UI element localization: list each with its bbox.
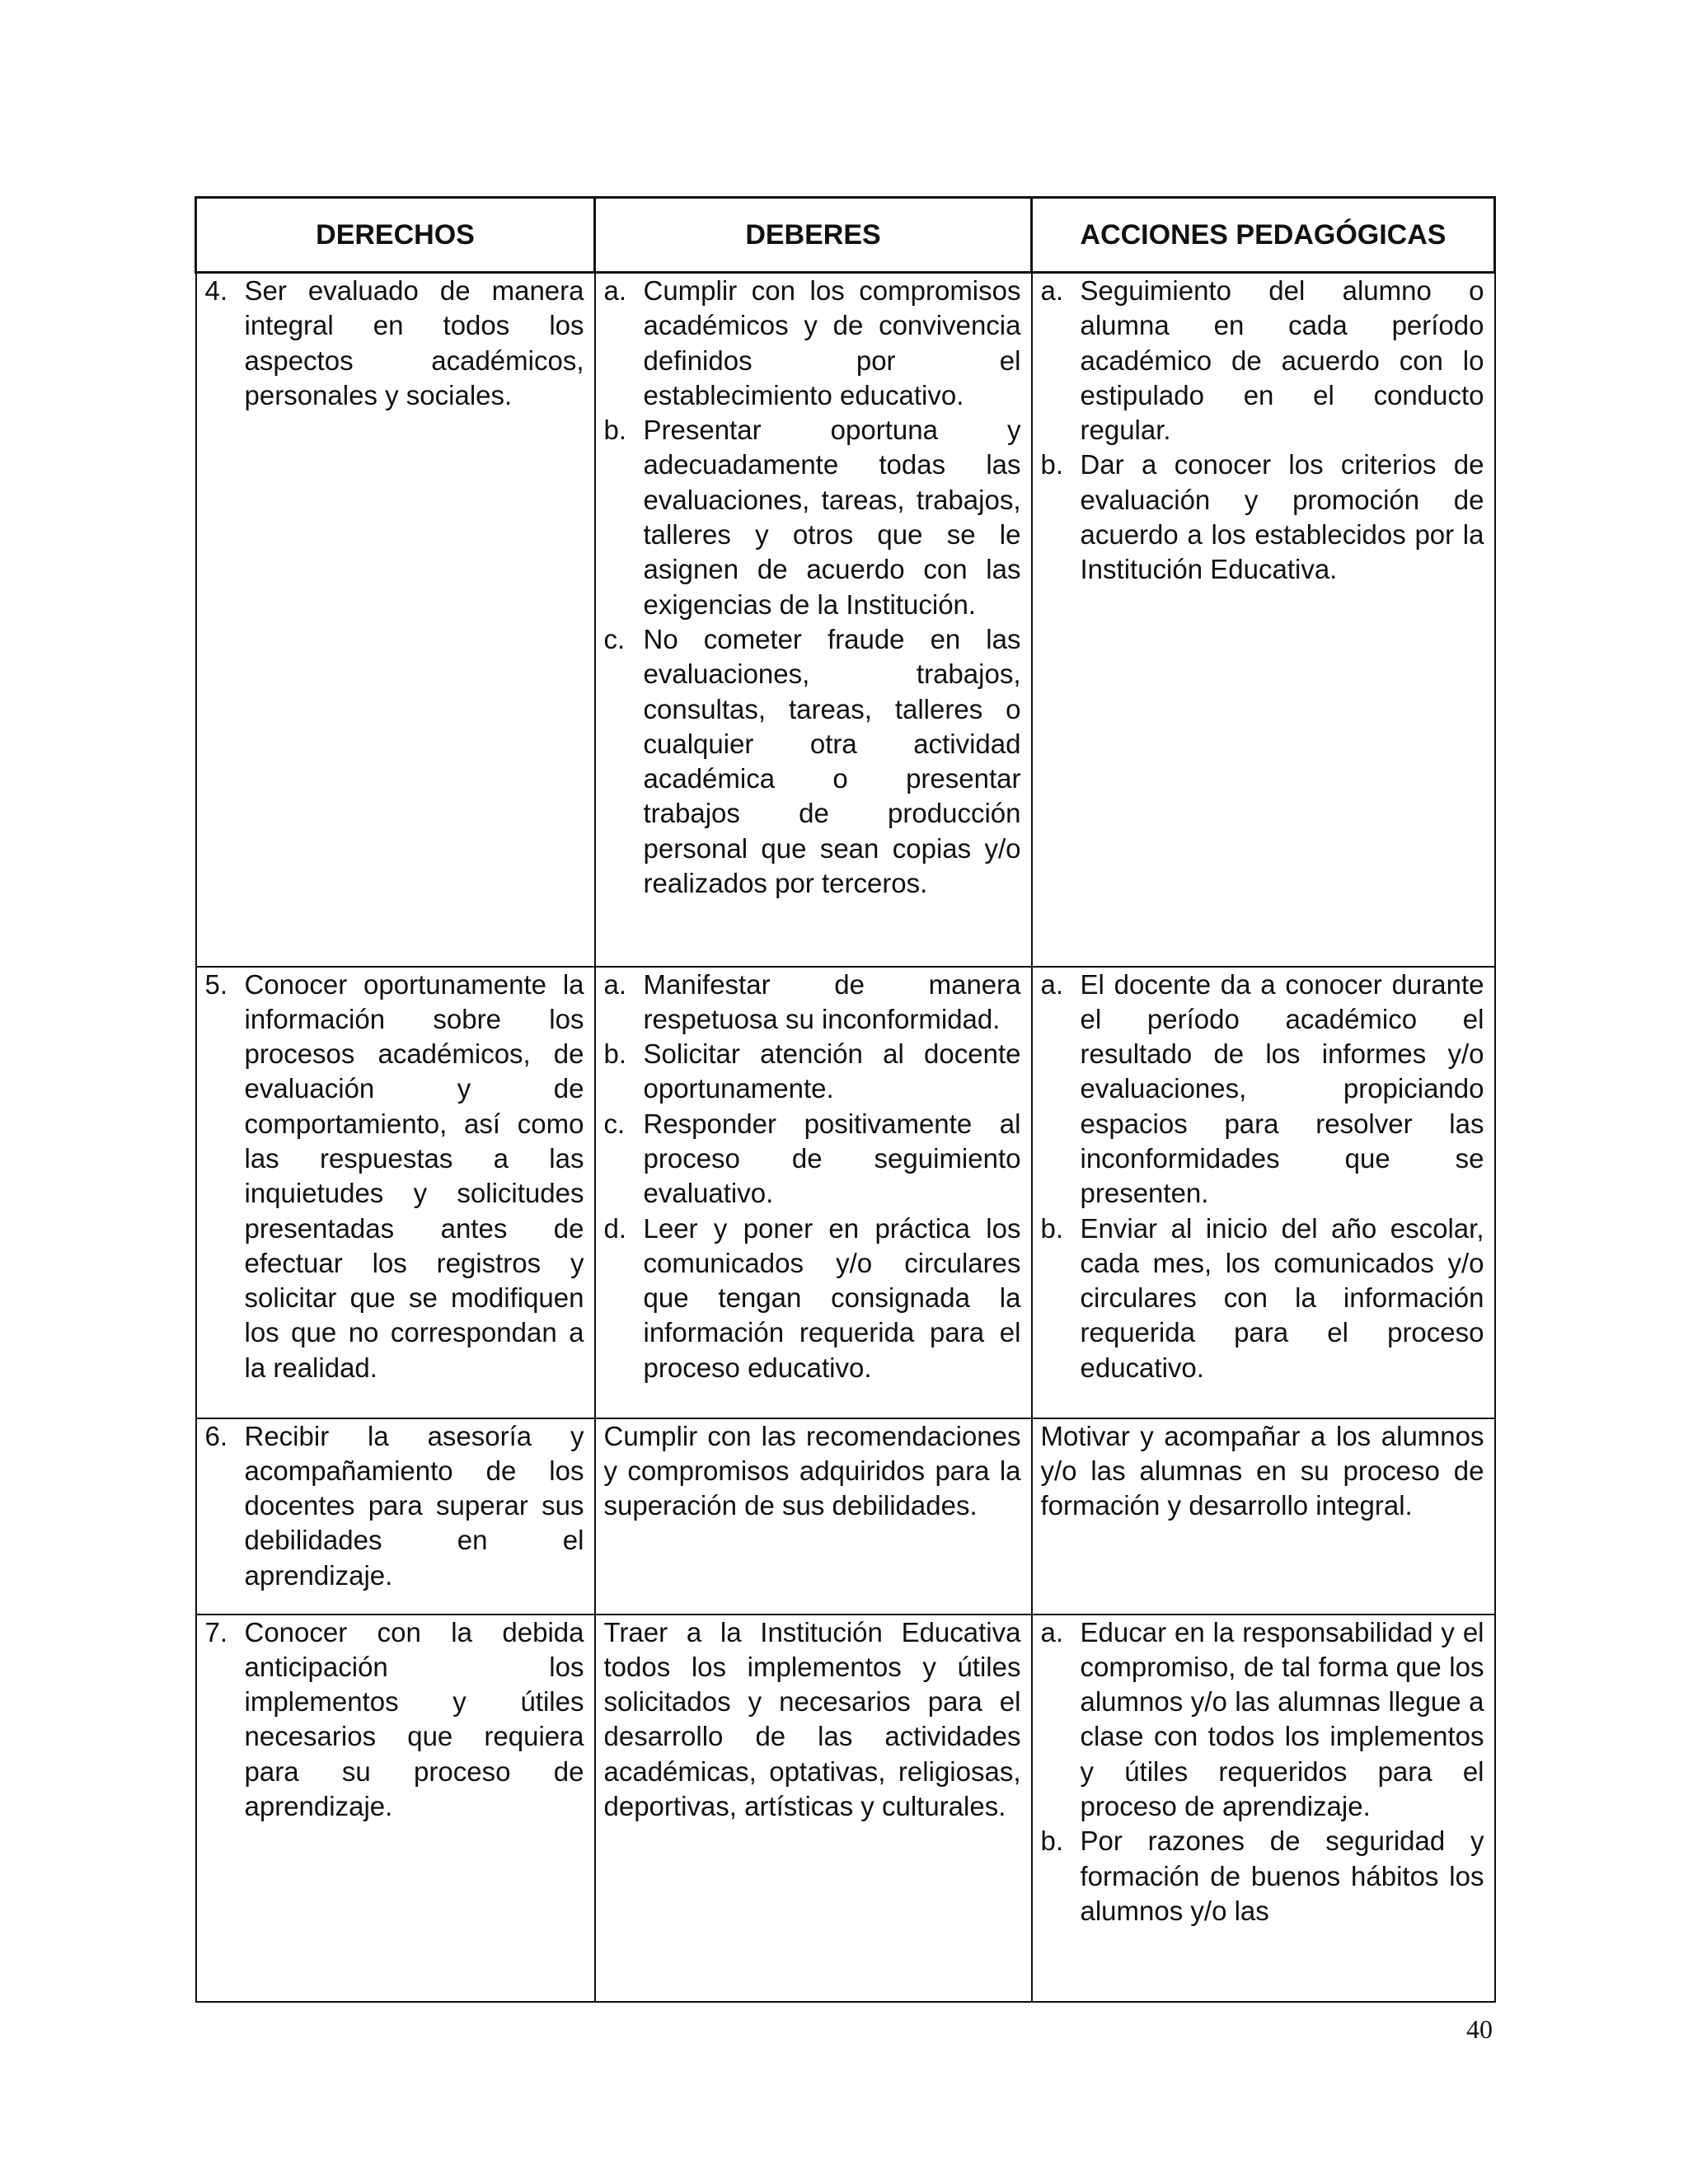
list-item xyxy=(604,1107,1021,1212)
item-marker: b. xyxy=(1040,1825,1064,1857)
list-item xyxy=(604,1212,1021,1385)
item-text: Enviar al inicio del año escolar, cada mes, los comunicados y/o circulares con la información requerida para el proceso educativo. xyxy=(1080,1212,1484,1383)
item-text: Recibir la asesoría y acompañamiento de los docentes para superar sus debilidades en el aprendizaje. xyxy=(244,1420,584,1591)
list-item xyxy=(604,622,1021,901)
header-deberes: DEBERES xyxy=(595,198,1032,273)
acciones-cell xyxy=(1032,967,1495,1418)
item-text: Por razones de seguridad y formación de buenos hábitos los alumnos y/o las xyxy=(1080,1825,1484,1926)
list-item xyxy=(205,1419,584,1593)
header-row xyxy=(196,198,1495,273)
list-item xyxy=(604,413,1021,622)
header-acciones: ACCIONES PEDAGÓGICAS xyxy=(1032,198,1495,273)
deberes-cell xyxy=(595,967,1032,1418)
item-text: Manifestar de manera respetuosa su inconformidad. xyxy=(643,968,1021,1034)
list-item xyxy=(1041,968,1484,1212)
item-marker: a. xyxy=(1040,1616,1064,1647)
item-text: Seguimiento del alumno o alumna en cada período académico de acuerdo con lo estipulado en el conducto regular. xyxy=(1080,275,1484,446)
deberes-cell xyxy=(595,273,1032,967)
cell-text: Traer a la Institución Educativa todos los implementos y útiles solicitados y necesarios para el desarrollo de las actividades académicas, optativas, religiosas, deportivas, artísticas y culturales. xyxy=(603,1616,1021,1821)
list-item xyxy=(1041,1212,1484,1385)
derecho-cell xyxy=(196,1615,595,2002)
list-item xyxy=(1041,1615,1484,1825)
item-marker: b. xyxy=(1040,1212,1064,1244)
table-row xyxy=(196,1418,1495,1615)
item-text: Ser evaluado de manera integral en todos los aspectos académicos, personales y sociales. xyxy=(244,275,584,410)
acciones-cell xyxy=(1032,1615,1495,2002)
table-row xyxy=(196,967,1495,1418)
item-marker: b. xyxy=(1040,449,1064,480)
item-text: Leer y poner en práctica los comunicados y/o circulares que tengan consignada la información requerida para el proceso educativo. xyxy=(643,1212,1021,1383)
item-marker: b. xyxy=(603,415,627,446)
derecho-cell xyxy=(196,1418,595,1615)
table-row xyxy=(196,273,1495,967)
item-number: 4. xyxy=(204,275,228,306)
deberes-cell xyxy=(595,1615,1032,2002)
list-item xyxy=(205,968,584,1386)
cell-text: Motivar y acompañar a los alumnos y/o las alumnas en su proceso de formación y desarrollo integral. xyxy=(1040,1420,1484,1521)
acciones-cell xyxy=(1032,273,1495,967)
item-text: El docente da a conocer durante el período académico el resultado de los informes y/o evaluaciones, propiciando espacios para resolver las inconformidades que se presenten. xyxy=(1080,968,1484,1209)
page-number: 40 xyxy=(1466,2014,1493,2044)
item-text: Solicitar atención al docente oportunamente. xyxy=(643,1038,1021,1104)
item-marker: a. xyxy=(1040,968,1064,1000)
derecho-cell xyxy=(196,967,595,1418)
deberes-cell xyxy=(595,1418,1032,1615)
item-marker: a. xyxy=(603,275,627,306)
item-marker: a. xyxy=(603,968,627,1000)
item-text: No cometer fraude en las evaluaciones, trabajos, consultas, tareas, talleres o cualquier otra actividad académica o presentar trabajos de producción personal que sean copias y/o realizados por terceros. xyxy=(643,623,1021,899)
item-number: 6. xyxy=(204,1420,228,1451)
item-text: Cumplir con los compromisos académicos y de convivencia definidos por el establecimiento educativo. xyxy=(643,275,1021,410)
list-item xyxy=(1041,448,1484,587)
header-derechos: DERECHOS xyxy=(196,198,595,273)
list-item xyxy=(205,1615,584,1825)
item-number: 5. xyxy=(204,968,228,1000)
item-text: Dar a conocer los criterios de evaluación y promoción de acuerdo a los establecidos por la Institución Educativa. xyxy=(1080,449,1484,585)
item-text: Responder positivamente al proceso de seguimiento evaluativo. xyxy=(643,1108,1021,1209)
item-number: 7. xyxy=(204,1616,228,1647)
table-row xyxy=(196,1615,1495,2002)
item-marker: c. xyxy=(603,623,626,654)
item-text: Presentar oportuna y adecuadamente todas las evaluaciones, tareas, trabajos, talleres y otros que se le asignen de acuerdo con las exigencias de la Institución. xyxy=(643,415,1021,620)
item-marker: d. xyxy=(603,1212,627,1244)
list-item xyxy=(604,274,1021,413)
rights-duties-table xyxy=(195,196,1496,2003)
cell-text: Cumplir con las recomendaciones y compromisos adquiridos para la superación de sus debilidades. xyxy=(603,1420,1021,1521)
acciones-cell xyxy=(1032,1418,1495,1615)
item-text: Conocer con la debida anticipación los implementos y útiles necesarios que requiera para su proceso de aprendizaje. xyxy=(244,1616,584,1821)
item-text: Conocer oportunamente la información sobre los procesos académicos, de evaluación y de comportamiento, así como las respuestas a las inquietudes y solicitudes presentadas antes de efectuar los registros y solicitar que se modifiquen los que no correspondan a la realidad. xyxy=(244,968,584,1383)
list-item xyxy=(1041,1824,1484,1929)
item-marker: c. xyxy=(603,1108,626,1139)
item-marker: a. xyxy=(1040,275,1064,306)
list-item xyxy=(604,1037,1021,1107)
derecho-cell xyxy=(196,273,595,967)
item-text: Educar en la responsabilidad y el compromiso, de tal forma que los alumnos y/o las alumnas llegue a clase con todos los implementos y útiles requeridos para el proceso de aprendizaje. xyxy=(1080,1616,1484,1821)
item-marker: b. xyxy=(603,1038,627,1070)
list-item xyxy=(205,274,584,413)
list-item xyxy=(1041,274,1484,448)
list-item xyxy=(604,968,1021,1038)
